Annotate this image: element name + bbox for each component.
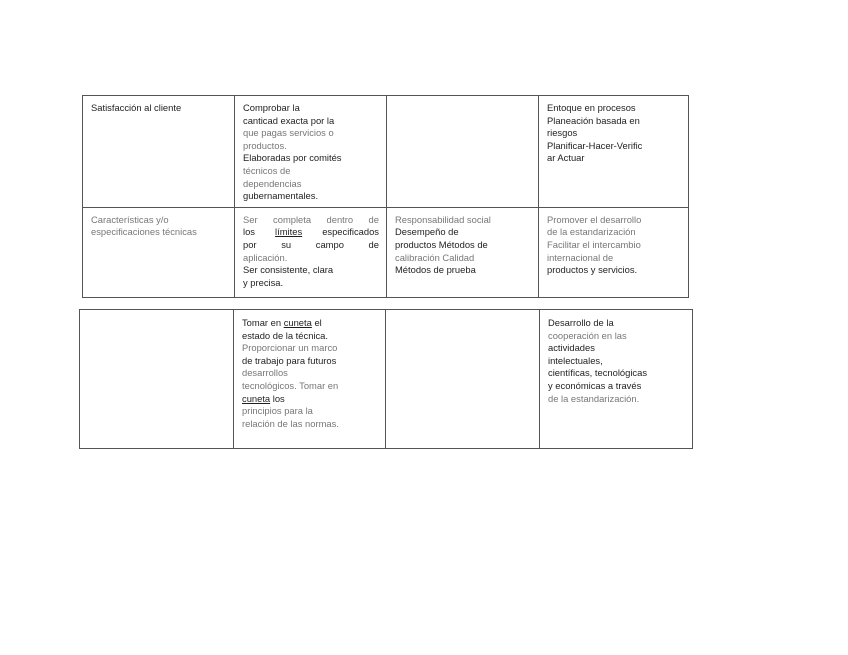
cell-text: Facilitar el intercambio — [547, 238, 641, 250]
cell-text: calibración Calidad — [395, 251, 475, 263]
cell-text: Satisfacción al cliente — [91, 102, 182, 113]
cell-text: Comprobar la — [243, 102, 300, 113]
cell-text: dependencias — [243, 177, 302, 189]
cell-text: Desarrollo de la — [548, 317, 614, 328]
cell-text: actividades — [548, 342, 595, 354]
cell-text: internacional de — [547, 251, 614, 263]
requirements-table-bottom — [79, 309, 693, 449]
cell-text: desarrollos — [242, 367, 288, 379]
cell-text: aplicación. — [243, 251, 288, 263]
table-cell — [539, 96, 689, 208]
cell-text: Ser completa dentro de — [243, 213, 379, 225]
table-cell — [540, 310, 693, 449]
cell-text-line: cuneta los — [242, 392, 285, 404]
table-row — [80, 310, 693, 449]
table-cell — [83, 96, 235, 208]
cell-text: cooperación en las — [548, 329, 627, 341]
table-cell — [235, 96, 387, 208]
cell-text-line: Tomar en cuneta el — [242, 317, 322, 328]
cell-text: y económicas a través — [548, 379, 642, 391]
table-cell-empty — [386, 310, 540, 449]
cell-text: Promover el desarrollo — [547, 213, 642, 225]
cell-text: que pagas servicios o — [243, 127, 334, 139]
cell-text: Proporcionar un marco — [242, 342, 338, 354]
cell-text: Elaboradas por comités — [243, 152, 342, 164]
cell-text: especificaciones técnicas — [91, 226, 197, 238]
cell-text: y precisa. — [243, 276, 284, 288]
cell-text: por su campo de — [243, 238, 379, 250]
cell-text: principios para la — [242, 405, 313, 417]
cell-text: productos Métodos de — [395, 238, 488, 250]
cell-text: tecnológicos. Tomar en — [242, 379, 339, 391]
cell-text: técnicos de — [243, 164, 291, 176]
cell-text-line: los límites especificados — [243, 226, 379, 238]
cell-text: intelectuales, — [548, 354, 603, 366]
table-cell — [234, 310, 386, 449]
cell-text: estado de la técnica. — [242, 329, 328, 341]
table-row — [83, 96, 689, 208]
table-row — [83, 207, 689, 297]
cell-text: Características y/o — [91, 213, 169, 225]
cell-text: Entoque en procesos — [547, 102, 636, 113]
cell-text: de trabajo para futuros — [242, 354, 337, 366]
cell-text: de la estandarización. — [548, 392, 640, 404]
cell-text: productos. — [243, 139, 287, 151]
cell-text: Planificar-Hacer-Verific — [547, 139, 643, 151]
cell-text: Responsabilidad social — [395, 213, 491, 225]
cell-text: Ser consistente, clara — [243, 264, 334, 276]
table-cell — [387, 207, 539, 297]
cell-text: Desempeño de — [395, 226, 459, 238]
cell-text: de la estandarización — [547, 226, 636, 238]
cell-text: Métodos de prueba — [395, 264, 476, 276]
table-cell — [83, 207, 235, 297]
table-cell-empty — [387, 96, 539, 208]
cell-text: gubernamentales. — [243, 190, 319, 202]
cell-text: Planeación basada en — [547, 114, 640, 126]
cell-text: canticad exacta por la — [243, 114, 335, 126]
requirements-table-top — [82, 95, 689, 298]
cell-text: productos y servicios. — [547, 264, 638, 276]
cell-text: riesgos — [547, 127, 578, 139]
cell-text: científicas, tecnológicas — [548, 367, 648, 379]
cell-text: ar Actuar — [547, 152, 585, 164]
cell-text: relación de las normas. — [242, 417, 339, 429]
table-cell-empty — [80, 310, 234, 449]
table-cell — [235, 207, 387, 297]
table-cell — [539, 207, 689, 297]
